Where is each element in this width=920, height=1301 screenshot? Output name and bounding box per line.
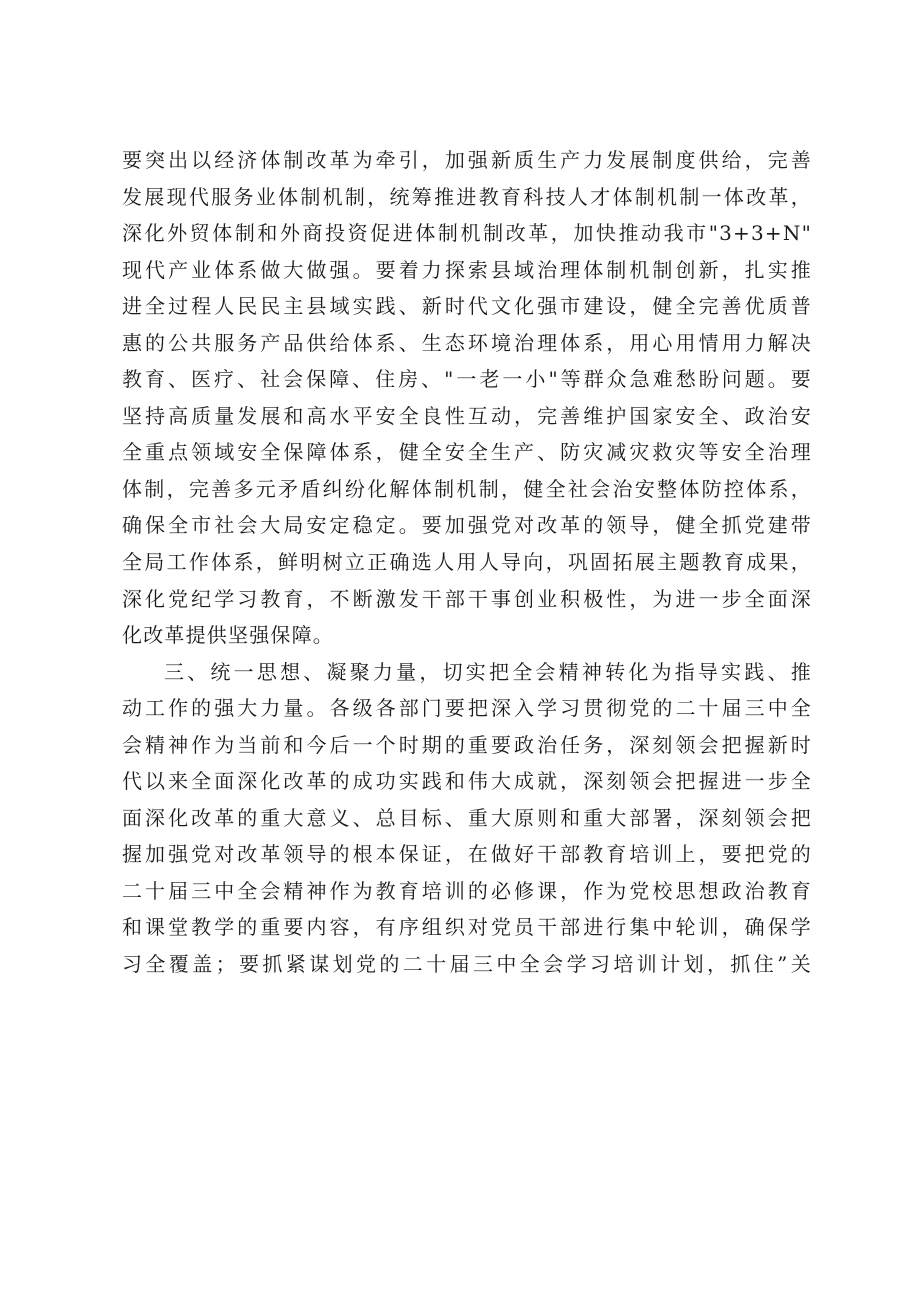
text-line: 教育、医疗、社会保障、住房、"一老一小"等群众急难愁盼问题。要 bbox=[122, 367, 812, 392]
text-line: 三、统一思想、凝聚力量，切实把全会精神转化为指导实践、推 bbox=[164, 659, 812, 684]
text-line: 惠的公共服务产品供给体系、生态环境治理体系，用心用情用力解决 bbox=[122, 330, 812, 355]
text-line: 化改革提供坚强保障。 bbox=[122, 623, 334, 648]
text-line: 和课堂教学的重要内容，有序组织对党员干部进行集中轮训，确保学 bbox=[122, 915, 812, 940]
text-line: 确保全市社会大局安定稳定。要加强党对改革的领导，健全抓党建带 bbox=[122, 513, 812, 538]
text-line: 深化外贸体制和外商投资促进体制机制改革，加快推动我市"3+3+N" bbox=[122, 221, 812, 246]
text-line: 二十届三中全会精神作为教育培训的必修课，作为党校思想政治教育 bbox=[122, 878, 812, 903]
text-line: 现代产业体系做大做强。要着力探索县域治理体制机制创新，扎实推 bbox=[122, 257, 812, 282]
document-body bbox=[122, 143, 812, 984]
text-line: 要突出以经济体制改革为牵引，加强新质生产力发展制度供给，完善 bbox=[122, 148, 812, 172]
text-line: 发展现代服务业体制机制，统筹推进教育科技人才体制机制一体改革， bbox=[122, 184, 812, 209]
text-line: 握加强党对改革领导的根本保证，在做好干部教育培训上，要把党的 bbox=[122, 842, 812, 867]
text-line: 代以来全面深化改革的成功实践和伟大成就，深刻领会把握进一步全 bbox=[122, 769, 812, 794]
text-line: 体制，完善多元矛盾纠纷化解体制机制，健全社会治安整体防控体系， bbox=[122, 476, 812, 501]
text-line: 全重点领域安全保障体系，健全安全生产、防灾减灾救灾等安全治理 bbox=[122, 440, 812, 465]
text-line: 深化党纪学习教育，不断激发干部干事创业积极性，为进一步全面深 bbox=[122, 586, 812, 611]
text-line: 全局工作体系，鲜明树立正确选人用人导向，巩固拓展主题教育成果， bbox=[122, 550, 812, 575]
text-line: 进全过程人民民主县域实践、新时代文化强市建设，健全完善优质普 bbox=[122, 294, 812, 319]
text-line: 会精神作为当前和今后一个时期的重要政治任务，深刻领会把握新时 bbox=[122, 732, 812, 757]
text-line: 坚持高质量发展和高水平安全良性互动，完善维护国家安全、政治安 bbox=[122, 403, 812, 428]
text-line: 习全覆盖；要抓紧谋划党的二十届三中全会学习培训计划，抓住”关 bbox=[122, 952, 812, 977]
text-line: 动工作的强大力量。各级各部门要把深入学习贯彻党的二十届三中全 bbox=[122, 696, 812, 721]
text-line: 面深化改革的重大意义、总目标、重大原则和重大部署，深刻领会把 bbox=[122, 805, 812, 830]
